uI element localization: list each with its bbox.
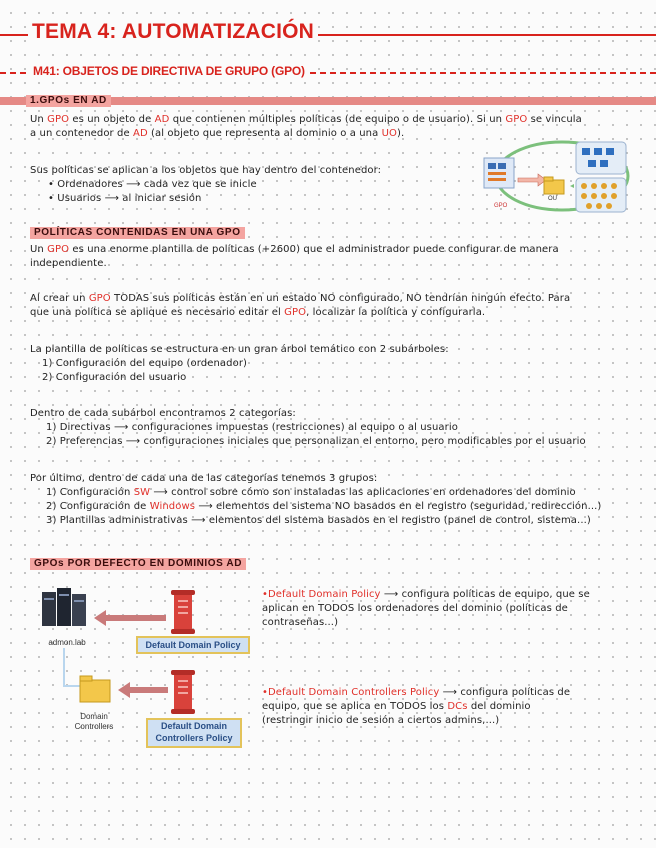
bullet-users: • Usuarios ⟶ al iniciar sesión: [48, 193, 202, 204]
p3-item-1: 1) Configuración del equipo (ordenador): [42, 358, 248, 369]
page-subtitle: M41: OBJETOS DE DIRECTIVA DE GRUPO (GPO): [30, 64, 308, 78]
ou-diagram-label: OU: [548, 196, 557, 202]
default-gpo-diagram: [36, 580, 250, 750]
p3-item-2: 2) Configuración del usuario: [42, 372, 187, 383]
default-dc-policy-box: Default Domain Controllers Policy: [146, 718, 242, 748]
server-label: admon.lab: [48, 638, 86, 647]
section2-p5: [30, 472, 601, 528]
bullet-computers: • Ordenadores ⟶ cada vez que se inicie: [48, 179, 257, 190]
default-domain-policy-box: Default Domain Policy: [136, 636, 250, 654]
p5-item-2: 2) Configuración de Windows ⟶ elementos del sistema NO basados en el registro (seguridad, redirección...): [46, 501, 602, 512]
policy-scroll-icon-2: [171, 670, 195, 714]
note-default-dc-policy: •Default Domain Controllers Policy ⟶ configura políticas de equipo, que se aplica en TODOS los DCs del dominio (restringir inicio de sesión a ciertos admins,...): [262, 687, 571, 726]
server-icon: [42, 588, 86, 626]
folder-label: Domain Controllers: [74, 712, 114, 731]
p4-item-2: 2) Preferencias ⟶ configuraciones iniciales que personalizan el entorno, pero modificables por el usuario: [46, 436, 586, 447]
p3-intro: La plantilla de políticas se estructura en un gran árbol temático con 2 subárboles:: [30, 344, 449, 355]
folder-icon: [80, 676, 110, 702]
section1-heading: 1.GPOs EN AD: [26, 95, 111, 107]
apply-line: Sus políticas se aplican a los objetos que hay dentro del contenedor:: [30, 165, 382, 176]
policy-scroll-icon-1: [171, 590, 195, 634]
section2-p3: [30, 343, 449, 385]
p5-item-3: 3) Plantillas administrativas ⟶ elementos del sistema basados en el registro (panel de control, sistema...): [46, 515, 591, 526]
p5-item-1: 1) Configuración SW ⟶ control sobre cómo son instaladas las aplicaciones en ordenadores del dominio: [46, 487, 576, 498]
intro-line-1: Un GPO es un objeto de AD que contienen múltiples políticas (de equipo o de usuario). Si un GPO se vincula: [30, 114, 582, 125]
section3-heading: GPOs POR DEFECTO EN DOMINIOS AD: [30, 558, 246, 570]
section2-p2: Al crear un GPO TODAS sus políticas están en un estado NO configurado, NO tendrían ningún efecto. Para que una política se aplique es necesario editar el GPO, localizar la política y configurarla.: [30, 293, 571, 318]
gpo-diagram: [474, 136, 634, 222]
note-default-domain-policy: •Default Domain Policy ⟶ configura políticas de equipo, que se aplican en TODOS los ordenadores del dominio (políticas de contraseñas...): [262, 589, 590, 628]
p5-intro: Por último, dentro de cada una de las categorías tenemos 3 grupos:: [30, 473, 378, 484]
section2-heading: POLÍTICAS CONTENIDAS EN UNA GPO: [30, 227, 245, 239]
p4-item-1: 1) Directivas ⟶ configuraciones impuestas (restricciones) al equipo o al usuario: [46, 422, 458, 433]
page-title: TEMA 4: AUTOMATIZACIÓN: [28, 20, 318, 44]
gpo-diagram-label: GPO: [494, 203, 508, 209]
intro-line-2: a un contenedor de AD (al objeto que representa al dominio o a una UO).: [30, 128, 405, 139]
p4-intro: Dentro de cada subárbol encontramos 2 categorías:: [30, 408, 296, 419]
section2-p1: Un GPO es una enorme plantilla de políticas (+2600) que el administrador puede configurar de manera independiente.: [30, 244, 559, 269]
apply-text: [30, 164, 381, 206]
section2-p4: [30, 407, 586, 449]
